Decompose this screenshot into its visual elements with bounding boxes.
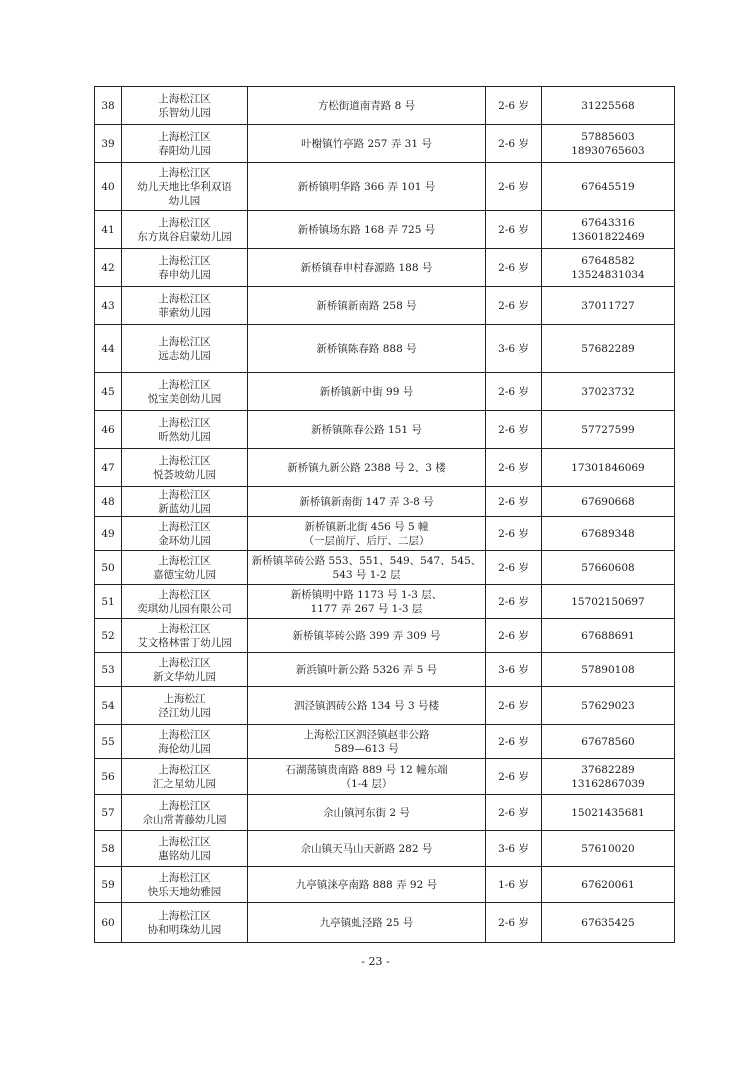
- address-cell: [248, 325, 486, 373]
- phone-line: 37682289: [581, 763, 635, 776]
- age-range-cell: 2-6 岁: [486, 87, 542, 125]
- kindergarten-name-cell: [122, 487, 248, 517]
- kindergarten-table: [94, 86, 675, 943]
- address-line: 方松街道南青路 8 号: [317, 99, 416, 112]
- row-number-cell: 47: [95, 449, 122, 487]
- address-line: 589—613 号: [334, 742, 399, 755]
- row-number-cell: 48: [95, 487, 122, 517]
- kindergarten-name-line: 新文华幼儿园: [153, 670, 216, 683]
- age-range-cell: 2-6 岁: [486, 449, 542, 487]
- address-line: 九亭镇虬泾路 25 号: [319, 916, 414, 929]
- row-number-cell: 43: [95, 287, 122, 325]
- phone-line: 18930765603: [571, 144, 645, 157]
- age-range-cell: 2-6 岁: [486, 795, 542, 831]
- address-line: 新桥镇陈春路 888 号: [316, 342, 417, 355]
- kindergarten-name-line: 海伦幼儿园: [158, 742, 211, 755]
- address-line: 新桥镇春申村春源路 188 号: [300, 261, 433, 274]
- phone-line: 67678560: [581, 735, 635, 748]
- row-number-cell: 57: [95, 795, 122, 831]
- address-cell: [248, 211, 486, 249]
- phone-line: 37023732: [581, 385, 635, 398]
- kindergarten-name-cell: [122, 517, 248, 551]
- table-row: [95, 287, 675, 325]
- table-row: [95, 87, 675, 125]
- phone-line: 15702150697: [571, 595, 645, 608]
- row-number-cell: 50: [95, 551, 122, 585]
- kindergarten-name-line: 远志幼儿园: [158, 349, 211, 362]
- address-line: 新浜镇叶新公路 5326 弄 5 号: [295, 663, 438, 676]
- address-line: 石湖荡镇贵南路 889 号 12 幢东端: [285, 763, 448, 776]
- kindergarten-name-cell: [122, 411, 248, 449]
- kindergarten-name-line: 泾江幼儿园: [158, 706, 211, 719]
- table-row: [95, 249, 675, 287]
- address-cell: [248, 287, 486, 325]
- phone-line: 15021435681: [571, 806, 645, 819]
- kindergarten-name-line: 惠铭幼儿园: [158, 849, 211, 862]
- age-range-cell: 1-6 岁: [486, 867, 542, 903]
- phone-line: 17301846069: [571, 461, 645, 474]
- kindergarten-name-cell: [122, 831, 248, 867]
- table-row: [95, 487, 675, 517]
- table-row: [95, 759, 675, 795]
- phone-line: 57885603: [581, 130, 635, 143]
- kindergarten-name-line: 上海松江区: [158, 835, 211, 848]
- kindergarten-name-cell: [122, 551, 248, 585]
- kindergarten-name-line: 上海松江区: [158, 166, 211, 179]
- table-row: [95, 867, 675, 903]
- phone-line: 67620061: [581, 878, 635, 891]
- kindergarten-name-line: 快乐天地幼雅园: [147, 885, 222, 898]
- table-row: [95, 619, 675, 653]
- table-row: [95, 411, 675, 449]
- address-cell: [248, 449, 486, 487]
- row-number-cell: 53: [95, 653, 122, 687]
- kindergarten-name-line: 上海松江区: [158, 763, 211, 776]
- table-row: [95, 325, 675, 373]
- phone-line: 31225568: [581, 99, 635, 112]
- kindergarten-name-line: 上海松江区: [158, 454, 211, 467]
- address-line: 新桥镇九新公路 2388 号 2、3 楼: [287, 461, 446, 474]
- age-range-cell: 2-6 岁: [486, 287, 542, 325]
- phone-cell: [542, 373, 675, 411]
- phone-cell: [542, 163, 675, 211]
- phone-cell: [542, 903, 675, 943]
- table-row: [95, 687, 675, 725]
- address-cell: [248, 487, 486, 517]
- age-range-cell: 2-6 岁: [486, 903, 542, 943]
- kindergarten-name-cell: [122, 759, 248, 795]
- address-cell: [248, 373, 486, 411]
- kindergarten-name-line: 昕然幼儿园: [158, 430, 211, 443]
- phone-line: 67635425: [581, 916, 635, 929]
- kindergarten-name-line: 协和明珠幼儿园: [147, 923, 222, 936]
- phone-line: 13162867039: [571, 777, 645, 790]
- age-range-cell: 3-6 岁: [486, 653, 542, 687]
- kindergarten-name-cell: [122, 725, 248, 759]
- kindergarten-name-line: 上海松江区: [158, 728, 211, 741]
- age-range-cell: 2-6 岁: [486, 487, 542, 517]
- table-row: [95, 551, 675, 585]
- row-number-cell: 58: [95, 831, 122, 867]
- phone-cell: [542, 725, 675, 759]
- address-cell: [248, 903, 486, 943]
- kindergarten-name-line: 东方岚谷启蒙幼儿园: [137, 230, 232, 243]
- row-number-cell: 52: [95, 619, 122, 653]
- address-cell: [248, 759, 486, 795]
- kindergarten-name-line: 上海松江区: [158, 378, 211, 391]
- age-range-cell: 2-6 岁: [486, 551, 542, 585]
- address-line: （一层前厅、后厅、二层）: [303, 534, 430, 547]
- kindergarten-name-line: 上海松江区: [158, 130, 211, 143]
- row-number-cell: 38: [95, 87, 122, 125]
- phone-cell: [542, 249, 675, 287]
- page-number: - 23 -: [361, 955, 390, 968]
- kindergarten-name-line: 上海松江区: [158, 909, 211, 922]
- table-row: [95, 163, 675, 211]
- kindergarten-name-line: 菲索幼儿园: [158, 306, 211, 319]
- kindergarten-name-line: 上海松江: [163, 692, 206, 705]
- kindergarten-name-line: 上海松江区: [158, 488, 211, 501]
- phone-cell: [542, 585, 675, 619]
- phone-line: 57890108: [581, 663, 635, 676]
- phone-cell: [542, 87, 675, 125]
- phone-cell: [542, 551, 675, 585]
- phone-cell: [542, 487, 675, 517]
- address-line: 新桥镇新南街 147 弄 3-8 号: [299, 495, 434, 508]
- age-range-cell: 2-6 岁: [486, 125, 542, 163]
- phone-cell: [542, 125, 675, 163]
- phone-cell: [542, 517, 675, 551]
- row-number-cell: 40: [95, 163, 122, 211]
- row-number-cell: 55: [95, 725, 122, 759]
- phone-cell: [542, 795, 675, 831]
- address-cell: [248, 795, 486, 831]
- table-row: [95, 125, 675, 163]
- kindergarten-name-cell: [122, 163, 248, 211]
- address-line: 新桥镇陈春公路 151 号: [311, 423, 422, 436]
- kindergarten-name-line: 嘉德宝幼儿园: [153, 568, 216, 581]
- kindergarten-name-line: 金环幼儿园: [158, 534, 211, 547]
- kindergarten-name-line: 新蓝幼儿园: [158, 502, 211, 515]
- table-row: [95, 653, 675, 687]
- address-cell: [248, 125, 486, 163]
- row-number-cell: 42: [95, 249, 122, 287]
- phone-cell: [542, 411, 675, 449]
- kindergarten-name-cell: [122, 211, 248, 249]
- table-row: [95, 211, 675, 249]
- kindergarten-name-cell: [122, 795, 248, 831]
- kindergarten-name-line: 上海松江区: [158, 554, 211, 567]
- table-row: [95, 831, 675, 867]
- kindergarten-name-cell: [122, 653, 248, 687]
- phone-line: 37011727: [581, 299, 635, 312]
- table-row: [95, 585, 675, 619]
- address-cell: [248, 163, 486, 211]
- row-number-cell: 59: [95, 867, 122, 903]
- phone-line: 67645519: [581, 180, 635, 193]
- row-number-cell: 60: [95, 903, 122, 943]
- kindergarten-name-cell: [122, 903, 248, 943]
- address-line: 叶榭镇竹亭路 257 弄 31 号: [301, 137, 432, 150]
- address-line: 佘山镇天马山天新路 282 号: [300, 842, 433, 855]
- table-row: [95, 795, 675, 831]
- kindergarten-name-line: 艾文格林雷丁幼儿园: [137, 636, 232, 649]
- age-range-cell: 2-6 岁: [486, 373, 542, 411]
- kindergarten-name-cell: [122, 585, 248, 619]
- phone-line: 57727599: [581, 423, 635, 436]
- address-cell: [248, 249, 486, 287]
- address-line: 新桥镇新北街 456 号 5 幢: [304, 520, 429, 533]
- phone-cell: [542, 287, 675, 325]
- kindergarten-name-line: 上海松江区: [158, 799, 211, 812]
- table-row: [95, 449, 675, 487]
- row-number-cell: 44: [95, 325, 122, 373]
- kindergarten-name-line: 上海松江区: [158, 416, 211, 429]
- phone-line: 57610020: [581, 842, 635, 855]
- row-number-cell: 54: [95, 687, 122, 725]
- kindergarten-name-line: 悦荟坡幼儿园: [153, 468, 216, 481]
- phone-cell: [542, 653, 675, 687]
- address-line: 新桥镇新中街 99 号: [319, 385, 414, 398]
- phone-cell: [542, 867, 675, 903]
- kindergarten-name-line: 奕琪幼儿园有限公司: [137, 602, 232, 615]
- kindergarten-name-line: 上海松江区: [158, 588, 211, 601]
- table-row: [95, 725, 675, 759]
- phone-cell: [542, 831, 675, 867]
- table-body: [95, 87, 675, 943]
- address-line: （1-4 层）: [340, 777, 393, 790]
- address-cell: [248, 725, 486, 759]
- age-range-cell: 2-6 岁: [486, 619, 542, 653]
- age-range-cell: 3-6 岁: [486, 831, 542, 867]
- kindergarten-name-cell: [122, 619, 248, 653]
- phone-line: 13601822469: [571, 230, 645, 243]
- address-cell: [248, 687, 486, 725]
- address-line: 新桥镇明中路 1173 号 1-3 层、: [290, 588, 443, 601]
- kindergarten-name-cell: [122, 449, 248, 487]
- address-line: 新桥镇莘砖公路 553、551、549、547、545、: [251, 554, 482, 567]
- kindergarten-name-line: 上海松江区: [158, 871, 211, 884]
- age-range-cell: 2-6 岁: [486, 411, 542, 449]
- kindergarten-name-line: 上海松江区: [158, 216, 211, 229]
- address-cell: [248, 867, 486, 903]
- kindergarten-name-line: 春阳幼儿园: [158, 144, 211, 157]
- age-range-cell: 2-6 岁: [486, 585, 542, 619]
- table-row: [95, 517, 675, 551]
- age-range-cell: 2-6 岁: [486, 759, 542, 795]
- age-range-cell: 2-6 岁: [486, 163, 542, 211]
- address-cell: [248, 551, 486, 585]
- age-range-cell: 2-6 岁: [486, 517, 542, 551]
- row-number-cell: 45: [95, 373, 122, 411]
- address-cell: [248, 831, 486, 867]
- kindergarten-name-cell: [122, 249, 248, 287]
- address-line: 新桥镇莘砖公路 399 弄 309 号: [292, 629, 441, 642]
- address-cell: [248, 619, 486, 653]
- row-number-cell: 51: [95, 585, 122, 619]
- address-cell: [248, 517, 486, 551]
- address-cell: [248, 411, 486, 449]
- table-row: [95, 903, 675, 943]
- address-line: 543 号 1-2 层: [332, 568, 401, 581]
- phone-line: 67688691: [581, 629, 635, 642]
- phone-line: 67689348: [581, 527, 635, 540]
- row-number-cell: 49: [95, 517, 122, 551]
- kindergarten-name-cell: [122, 287, 248, 325]
- address-line: 佘山镇河东街 2 号: [323, 806, 410, 819]
- row-number-cell: 46: [95, 411, 122, 449]
- kindergarten-name-line: 上海松江区: [158, 622, 211, 635]
- phone-line: 57682289: [581, 342, 635, 355]
- address-cell: [248, 585, 486, 619]
- address-cell: [248, 653, 486, 687]
- kindergarten-name-line: 乐智幼儿园: [158, 106, 211, 119]
- kindergarten-name-line: 上海松江区: [158, 92, 211, 105]
- table-row: [95, 373, 675, 411]
- kindergarten-name-line: 佘山常菁藤幼儿园: [142, 813, 227, 826]
- kindergarten-name-cell: [122, 125, 248, 163]
- kindergarten-name-cell: [122, 373, 248, 411]
- phone-cell: [542, 687, 675, 725]
- address-line: 新桥镇场东路 168 弄 725 号: [297, 223, 436, 236]
- phone-line: 67690668: [581, 495, 635, 508]
- phone-cell: [542, 759, 675, 795]
- kindergarten-name-line: 春申幼儿园: [158, 268, 211, 281]
- phone-cell: [542, 211, 675, 249]
- kindergarten-name-line: 上海松江区: [158, 335, 211, 348]
- kindergarten-name-cell: [122, 87, 248, 125]
- address-line: 1177 弄 267 号 1-3 层: [310, 602, 423, 615]
- kindergarten-name-line: 汇之星幼儿园: [153, 777, 216, 790]
- phone-cell: [542, 619, 675, 653]
- address-line: 上海松江区泗泾镇赵非公路: [303, 728, 430, 741]
- row-number-cell: 41: [95, 211, 122, 249]
- address-line: 新桥镇新南路 258 号: [316, 299, 417, 312]
- kindergarten-name-cell: [122, 325, 248, 373]
- age-range-cell: 3-6 岁: [486, 325, 542, 373]
- row-number-cell: 56: [95, 759, 122, 795]
- phone-line: 57660608: [581, 561, 635, 574]
- phone-cell: [542, 325, 675, 373]
- phone-line: 67643316: [581, 216, 635, 229]
- phone-cell: [542, 449, 675, 487]
- row-number-cell: 39: [95, 125, 122, 163]
- phone-line: 67648582: [581, 254, 635, 267]
- kindergarten-name-cell: [122, 687, 248, 725]
- address-line: 新桥镇明华路 366 弄 101 号: [297, 180, 436, 193]
- kindergarten-name-line: 上海松江区: [158, 520, 211, 533]
- kindergarten-name-line: 上海松江区: [158, 656, 211, 669]
- address-line: 九亭镇涞亭南路 888 弄 92 号: [295, 878, 438, 891]
- age-range-cell: 2-6 岁: [486, 249, 542, 287]
- age-range-cell: 2-6 岁: [486, 687, 542, 725]
- kindergarten-name-line: 悦宝美创幼儿园: [147, 392, 222, 405]
- kindergarten-name-line: 上海松江区: [158, 292, 211, 305]
- phone-line: 13524831034: [571, 268, 645, 281]
- phone-line: 57629023: [581, 699, 635, 712]
- kindergarten-name-line: 上海松江区: [158, 254, 211, 267]
- age-range-cell: 2-6 岁: [486, 725, 542, 759]
- address-cell: [248, 87, 486, 125]
- age-range-cell: 2-6 岁: [486, 211, 542, 249]
- kindergarten-name-line: 幼儿园: [168, 194, 201, 207]
- kindergarten-name-cell: [122, 867, 248, 903]
- address-line: 泗泾镇泗砖公路 134 号 3 号楼: [293, 699, 440, 712]
- kindergarten-name-line: 幼儿天地比华利双语: [137, 180, 232, 193]
